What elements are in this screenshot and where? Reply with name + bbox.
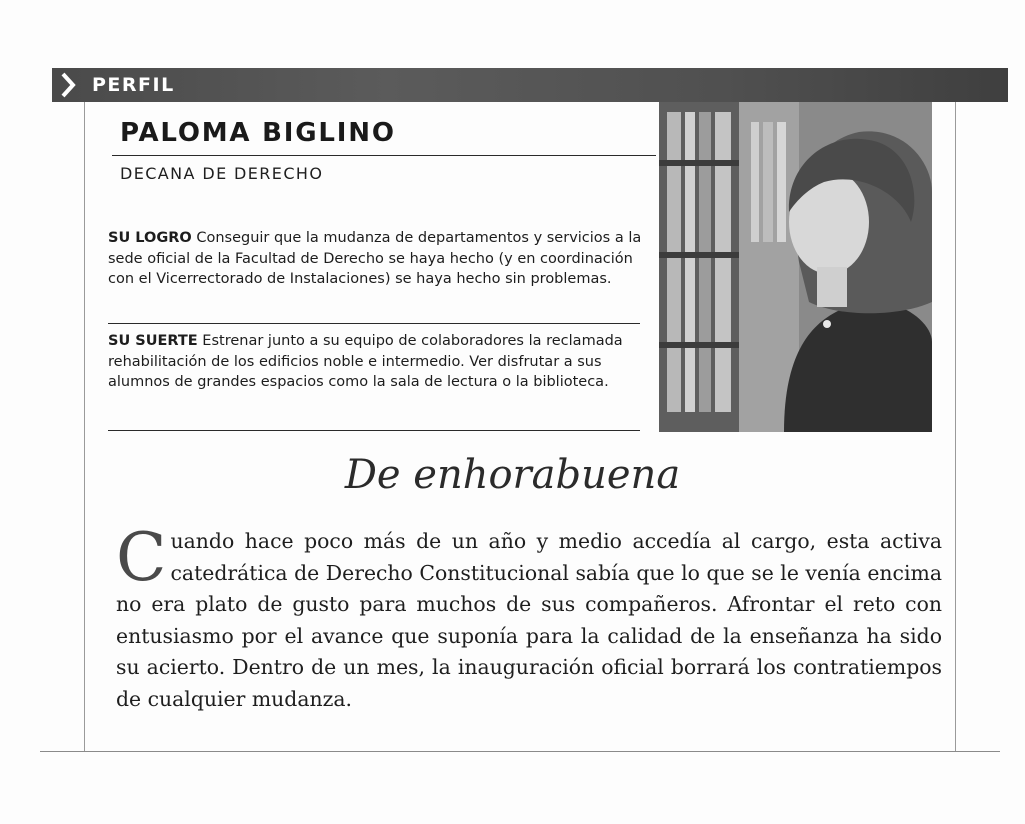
logro-paragraph: [108, 228, 648, 290]
suerte-text: Estrenar junto a su equipo de colaboradores la reclamada rehabilitación de los edificios noble e intermedio. Ver disfrutar a sus alumnos de grandes espacios como la sala de lectura o la biblioteca.: [108, 333, 623, 390]
drop-cap: C: [116, 519, 167, 596]
suerte-divider: [108, 430, 640, 431]
frame-divider: [84, 102, 85, 752]
profile-name: PALOMA BIGLINO: [120, 118, 396, 148]
suerte-paragraph: [108, 331, 648, 393]
article-headline: De enhorabuena: [344, 452, 681, 498]
portrait-photo: [659, 102, 932, 432]
chevron-right-icon: [52, 68, 86, 102]
article-body: [116, 519, 942, 715]
profile-role: DECANA DE DERECHO: [120, 164, 324, 183]
frame-divider: [40, 751, 1000, 752]
logro-divider: [108, 323, 640, 324]
logro-lead: SU LOGRO: [108, 230, 192, 246]
logro-text: Conseguir que la mudanza de departamentos y servicios a la sede oficial de la Facultad de Derecho se haya hecho (y en coordinación con el Vicerrectorado de Instalaciones) se haya hecho sin problemas.: [108, 230, 642, 287]
section-header-bar: [52, 68, 1008, 102]
suerte-lead: SU SUERTE: [108, 333, 198, 349]
section-label: PERFIL: [92, 74, 175, 96]
frame-divider: [955, 102, 956, 752]
name-divider: [112, 155, 656, 156]
article-body-text: uando hace poco más de un año y medio accedía al cargo, esta activa catedrática de Derecho Constitucional sabía que lo que se le venía encima no era plato de gusto para muchos de sus compañeros. Afrontar el reto con entusiasmo por el avance que suponía para la calidad de la enseñanza ha sido su acierto. Dentro de un mes, la inauguración oficial borrará los contratiempos de cualquier mudanza.: [116, 529, 942, 711]
